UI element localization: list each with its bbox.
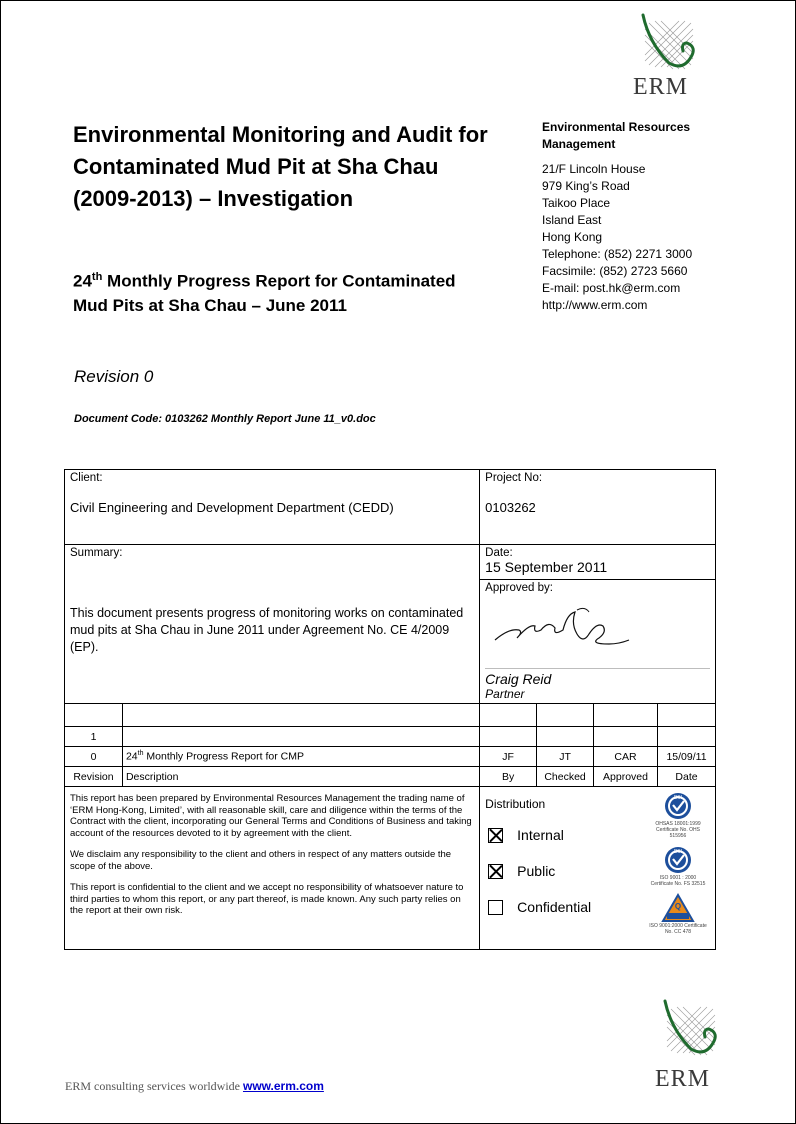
rev-header-by: By: [480, 767, 537, 787]
public-label: Public: [517, 863, 556, 879]
email: E-mail: post.hk@erm.com: [542, 281, 681, 295]
confidential-label: Confidential: [517, 899, 592, 915]
distribution-label: Distribution: [485, 797, 546, 811]
rev-checked-cell: [537, 704, 594, 727]
footer-link[interactable]: www.erm.com: [242, 1079, 324, 1093]
address-line: Taikoo Place: [542, 196, 611, 210]
rev-cell: [65, 704, 123, 727]
cert-hkqaa: [649, 893, 707, 935]
rev-date-cell: [657, 704, 715, 727]
rev-desc-cell: [122, 727, 479, 747]
revision-header-row: [65, 767, 716, 787]
project-cell: [480, 470, 716, 545]
approver-title: Partner: [485, 687, 525, 701]
revision-label: Revision 0: [74, 367, 154, 386]
rev-header-description: Description: [122, 767, 479, 787]
rev-date-cell: [657, 727, 715, 747]
document-control-table: [64, 469, 716, 950]
bsi-badge-icon: [663, 791, 693, 821]
revision-row: [65, 704, 716, 727]
address-line: Hong Kong: [542, 230, 603, 244]
rev-checked-cell: JT: [537, 747, 594, 767]
disclaimer-paragraph: We disclaim any responsibility to the client and others in respect of any matters outside the scope of the above.: [70, 849, 452, 872]
date-label: Date:: [485, 547, 513, 559]
date-value: 15 September 2011: [485, 559, 608, 575]
approver-name: Craig Reid: [485, 671, 552, 687]
rev-cell: 1: [65, 727, 123, 747]
facsimile: Facsimile: (852) 2723 5660: [542, 264, 688, 278]
approved-label: Approved by:: [485, 582, 553, 594]
signature-area: [485, 594, 710, 669]
disclaimer: [70, 793, 474, 917]
footer-text: ERM consulting services worldwide: [65, 1079, 243, 1093]
svg-text:Q: Q: [674, 902, 682, 911]
rev-date-cell: 15/09/11: [657, 747, 715, 767]
disclaimer-paragraph: This report is confidential to the client and we accept no responsibility of whatsoever nature to third parties to whom this report, or any part thereof, is made known. Any such party relies on the report at their own risk.: [70, 882, 464, 916]
erm-logo-text: ERM: [655, 1066, 711, 1092]
rev-desc-rest: Monthly Progress Report for CMP: [143, 750, 304, 763]
telephone: Telephone: (852) 2271 3000: [542, 247, 693, 261]
rev-desc-cell: [122, 704, 479, 727]
address-line: 21/F Lincoln House: [542, 162, 646, 176]
disclaimer-cell: [65, 787, 480, 950]
company-block: [542, 119, 722, 314]
rev-desc-ordinal: 24: [125, 750, 138, 763]
document-title: Environmental Monitoring and Audit for Contaminated Mud Pit at Sha Chau (2009-2013) – Investigation: [73, 122, 488, 211]
cert-caption: ISO 9001 : 2000 Certificate No. FS 32515: [650, 875, 706, 887]
confidential-checkbox[interactable]: [488, 900, 503, 915]
svg-text:BSI: BSI: [673, 795, 683, 801]
bsi-badge-icon: [663, 845, 693, 875]
erm-logo-text: ERM: [633, 74, 689, 100]
project-label: Project No:: [485, 472, 543, 484]
revision-row: [65, 727, 716, 747]
public-checkbox[interactable]: [488, 864, 503, 879]
subtitle-ordinal: 24: [73, 271, 92, 291]
document-code: Document Code: 0103262 Monthly Report June 11_v0.doc: [74, 413, 376, 425]
rev-desc-cell: [122, 747, 479, 767]
summary-text: This document presents progress of monitoring works on contaminated mud pits at Sha Chau in June 2011 under Agreement No. CE 4/2009 (EP).: [70, 606, 464, 654]
rev-approved-cell: CAR: [594, 747, 658, 767]
project-value: 0103262: [485, 500, 536, 515]
erm-logo-icon: [657, 999, 719, 1059]
website: http://www.erm.com: [542, 298, 648, 312]
internal-label: Internal: [517, 827, 564, 843]
rev-header-checked: Checked: [537, 767, 594, 787]
date-approval-cell: [480, 545, 716, 704]
address-line: Island East: [542, 213, 602, 227]
document-subtitle: [73, 265, 473, 318]
cert-ohsas: [649, 791, 707, 839]
company-name: Environmental Resources Management: [542, 120, 691, 151]
erm-logo-icon: [635, 13, 697, 73]
client-value: Civil Engineering and Development Department (CEDD): [70, 500, 394, 515]
cert-caption: OHSAS 18001:1999 Certificate No. OHS 515956: [655, 821, 701, 839]
rev-by-cell: [480, 704, 537, 727]
svg-text:BSI: BSI: [673, 849, 683, 855]
signature-image: [489, 600, 639, 660]
subtitle-rest: Monthly Progress Report for Contaminated Mud Pits at Sha Chau – June 2011: [73, 271, 456, 315]
rev-approved-cell: [594, 727, 658, 747]
rev-header-revision: Revision: [65, 767, 123, 787]
internal-checkbox[interactable]: [488, 828, 503, 843]
cert-caption: ISO 9001:2000 Certificate No. CC 478: [649, 923, 707, 935]
erm-logo-footer: [651, 999, 723, 1093]
rev-cell: 0: [65, 747, 123, 767]
rev-header-approved: Approved: [594, 767, 658, 787]
rev-desc-suffix: th: [137, 750, 144, 758]
rev-checked-cell: [537, 727, 594, 747]
rev-by-cell: [480, 727, 537, 747]
client-cell: [65, 470, 480, 545]
subtitle-suffix: th: [91, 271, 103, 283]
hkqaa-badge-icon: [661, 893, 695, 923]
rev-approved-cell: [594, 704, 658, 727]
cert-iso-bsi: [649, 845, 707, 887]
rev-header-date: Date: [657, 767, 715, 787]
summary-cell: [65, 545, 480, 704]
distribution-cell: [480, 787, 716, 950]
disclaimer-paragraph: This report has been prepared by Environmental Resources Management the trading name of ‘ERM Hong-Kong, Limited’, with all reasonable skill, care and diligence within the terms of the Contract with the client, incorporating our General Terms and Conditions of Business and taking account of the resources devoted to it by agreement with the client.: [70, 793, 472, 839]
rev-by-cell: JF: [480, 747, 537, 767]
approval-block: [480, 580, 715, 703]
footer: [65, 1079, 324, 1094]
company-address: [542, 161, 722, 314]
client-label: Client:: [70, 472, 103, 484]
certification-badges: [649, 791, 707, 941]
revision-row: [65, 747, 716, 767]
address-line: 979 King’s Road: [542, 179, 630, 193]
erm-logo: [629, 13, 701, 101]
date-block: [480, 545, 715, 580]
summary-label: Summary:: [70, 547, 123, 559]
